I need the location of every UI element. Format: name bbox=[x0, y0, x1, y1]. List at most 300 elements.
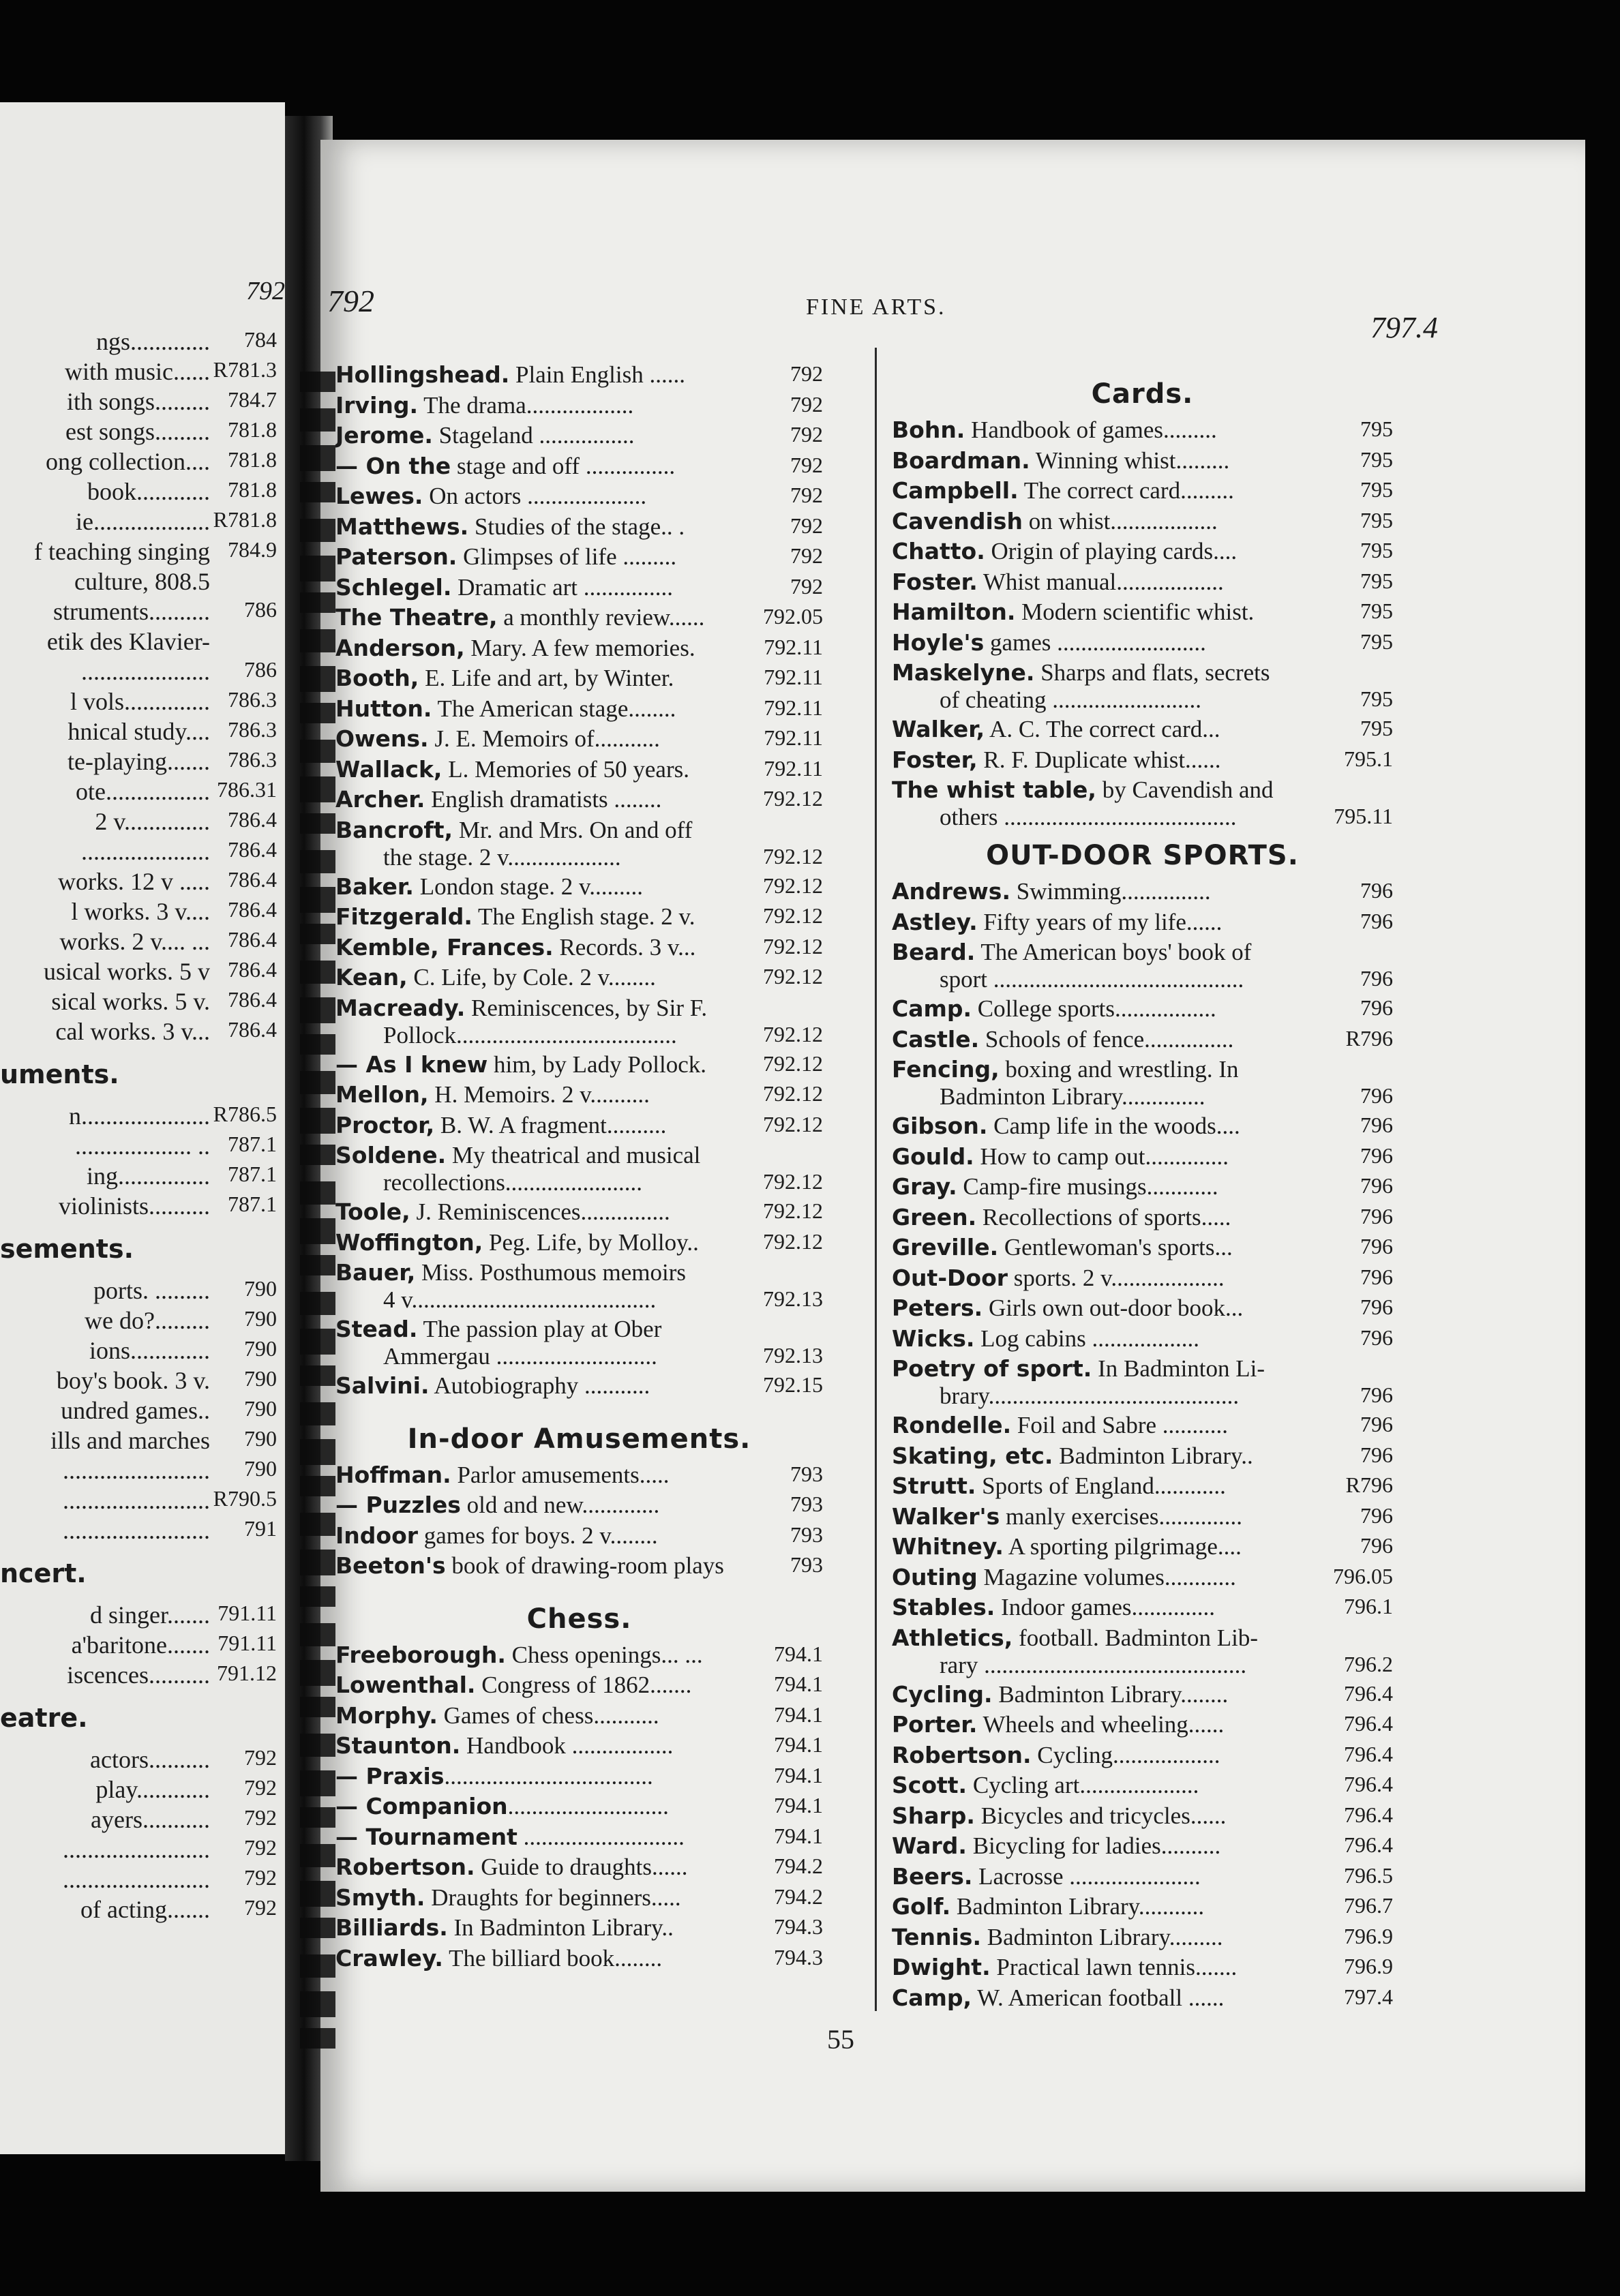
left-page-entry bbox=[0, 1276, 285, 1306]
entry-title: B. W. A fragment.......... bbox=[434, 1111, 667, 1138]
entry-author: Athletics, bbox=[892, 1624, 1013, 1651]
left-page-entry bbox=[0, 507, 285, 537]
left-page-entry bbox=[0, 1366, 285, 1396]
page-number: 55 bbox=[827, 2024, 854, 2055]
catalog-entry bbox=[892, 477, 1393, 508]
catalog-entry bbox=[892, 878, 1393, 909]
catalog-entry bbox=[335, 1142, 823, 1198]
margin-ink-mark bbox=[300, 1402, 335, 1425]
left-page-heading: ncert. bbox=[0, 1558, 87, 1588]
entry-author: Beeton's bbox=[335, 1552, 446, 1579]
section-heading: In-door Amusements. bbox=[407, 1423, 751, 1455]
entry-author: Foster. bbox=[892, 568, 978, 595]
class-number: 792.12 bbox=[763, 964, 823, 988]
entry-title: Draughts for beginners..... bbox=[425, 1884, 681, 1911]
entry-title: Mr. and Mrs. On and off bbox=[453, 816, 693, 843]
catalog-entry bbox=[892, 1802, 1393, 1833]
entry-title: Guide to draughts...... bbox=[475, 1854, 688, 1880]
entry-title: A. C. The correct card... bbox=[985, 716, 1220, 742]
entry-title: Recollections of sports..... bbox=[976, 1203, 1231, 1230]
class-number: 796.9 bbox=[1344, 1954, 1393, 1978]
catalog-entry bbox=[335, 873, 823, 904]
entry-text: ........................ bbox=[63, 1836, 210, 1863]
catalog-entry bbox=[335, 513, 823, 544]
entry-author: Crawley. bbox=[335, 1944, 443, 1972]
entry-text bbox=[335, 695, 748, 723]
left-page-entry bbox=[0, 1102, 285, 1132]
class-number: 795 bbox=[1360, 507, 1393, 532]
entry-text: sical works. 5 v. bbox=[51, 988, 210, 1015]
entry-title: Bicycling for ladies.......... bbox=[966, 1832, 1221, 1859]
class-number: 786.4 bbox=[228, 867, 277, 892]
entry-continuation: 4 v......................................... bbox=[383, 1286, 657, 1313]
catalog-entry bbox=[892, 1325, 1393, 1356]
entry-title: Magazine volumes............ bbox=[977, 1563, 1236, 1590]
entry-text bbox=[892, 909, 1318, 936]
entry-text: ie................... bbox=[76, 508, 210, 535]
class-number: 786.4 bbox=[228, 837, 277, 862]
left-page-entry bbox=[0, 1486, 285, 1516]
entry-title: book of drawing-room plays bbox=[445, 1552, 724, 1579]
entry-author: Morphy. bbox=[335, 1702, 438, 1729]
class-number: 796 bbox=[1360, 1325, 1393, 1350]
entry-title: A sporting pilgrimage.... bbox=[1003, 1533, 1242, 1560]
catalog-entry bbox=[892, 569, 1393, 599]
catalog-entry bbox=[335, 1229, 823, 1260]
class-number: 795 bbox=[1360, 599, 1393, 623]
class-number: 794.1 bbox=[774, 1823, 823, 1848]
entry-author: Sharp. bbox=[892, 1802, 975, 1829]
entry-text: book............ bbox=[87, 478, 210, 505]
running-page-number: 792 bbox=[327, 284, 374, 318]
catalog-entry bbox=[892, 1984, 1393, 2015]
margin-ink-mark bbox=[300, 1365, 335, 1386]
catalog-entry bbox=[335, 1051, 823, 1082]
class-number: 792.11 bbox=[764, 695, 823, 720]
left-page-entry bbox=[0, 777, 285, 807]
entry-text bbox=[892, 1295, 1318, 1322]
entry-text: of acting....... bbox=[80, 1896, 210, 1923]
class-number: 796.4 bbox=[1344, 1772, 1393, 1796]
entry-author: — As I knew bbox=[335, 1051, 488, 1078]
class-number: R796 bbox=[1345, 1472, 1393, 1497]
catalog-entry bbox=[335, 1642, 823, 1672]
catalog-entry bbox=[335, 1492, 823, 1522]
catalog-entry bbox=[335, 574, 823, 605]
entry-text: works. 2 v.... ... bbox=[59, 928, 210, 955]
entry-title: W. American football ...... bbox=[972, 1984, 1225, 2011]
class-number: 791 bbox=[244, 1516, 277, 1541]
entry-author: Strutt. bbox=[892, 1472, 976, 1499]
catalog-entry bbox=[892, 939, 1393, 995]
class-number: 786.4 bbox=[228, 987, 277, 1012]
left-page-entry bbox=[0, 717, 285, 747]
entry-title: Glimpses of life ......... bbox=[457, 543, 677, 570]
margin-ink-mark bbox=[300, 1292, 335, 1315]
entry-author: Campbell. bbox=[892, 477, 1019, 504]
entry-text: cal works. 3 v... bbox=[55, 1018, 210, 1045]
class-number: 796 bbox=[1360, 1442, 1393, 1467]
section-heading: Cards. bbox=[1091, 378, 1194, 410]
entry-title: Miss. Posthumous memoirs bbox=[415, 1259, 686, 1286]
entry-author: Booth, bbox=[335, 665, 419, 691]
entry-author: Ward. bbox=[892, 1832, 967, 1859]
entry-title: Cycling art.................... bbox=[967, 1772, 1199, 1798]
entry-text: a'baritone....... bbox=[71, 1631, 210, 1659]
entry-author: Woffington, bbox=[335, 1228, 483, 1256]
entry-text: f teaching singing bbox=[34, 538, 210, 565]
margin-ink-mark bbox=[300, 1439, 335, 1465]
catalog-entry bbox=[892, 1472, 1393, 1503]
catalog-entry bbox=[335, 1824, 823, 1854]
entry-title: Camp-fire musings............ bbox=[957, 1173, 1218, 1200]
left-page-entry bbox=[0, 1162, 285, 1192]
margin-ink-mark bbox=[300, 1697, 335, 1717]
entry-text bbox=[892, 1984, 1318, 2012]
entry-text bbox=[892, 659, 1393, 686]
entry-title: football. Badminton Lib- bbox=[1012, 1624, 1259, 1651]
class-number: 796.5 bbox=[1344, 1862, 1393, 1888]
entry-continuation: recollections....................... bbox=[383, 1169, 643, 1196]
class-number: 792.12 bbox=[763, 1111, 823, 1136]
catalog-entry bbox=[892, 1893, 1393, 1924]
class-number: 790 bbox=[244, 1306, 277, 1331]
catalog-entry bbox=[892, 1924, 1393, 1954]
class-number: 796 bbox=[1360, 1203, 1393, 1228]
entry-title: Indoor games.............. bbox=[995, 1594, 1216, 1620]
class-number: 792 bbox=[790, 422, 823, 447]
entry-title: The English stage. 2 v. bbox=[472, 903, 695, 930]
entry-author: Outing bbox=[892, 1563, 978, 1590]
class-number: 793 bbox=[790, 1492, 823, 1516]
entry-author: Schlegel. bbox=[335, 573, 452, 601]
entry-text bbox=[335, 1945, 748, 1972]
class-number: 796.4 bbox=[1344, 1711, 1393, 1736]
class-number: 792 bbox=[244, 1835, 277, 1860]
entry-author: Golf. bbox=[892, 1893, 951, 1920]
entry-title: J. E. Memoirs of........... bbox=[428, 725, 660, 752]
class-number: 795.11 bbox=[1334, 804, 1393, 828]
entry-author: Greville. bbox=[892, 1234, 999, 1260]
entry-author: Hamilton. bbox=[892, 599, 1016, 625]
entry-text bbox=[892, 477, 1318, 504]
entry-author: Camp, bbox=[892, 1984, 972, 2011]
entry-title: The American stage........ bbox=[432, 695, 676, 722]
left-page-entry bbox=[0, 1132, 285, 1162]
entry-title: Bicycles and tricycles...... bbox=[974, 1802, 1227, 1829]
entry-text: ........................ bbox=[63, 1457, 210, 1484]
catalog-entry bbox=[335, 1763, 823, 1794]
class-number: 792.12 bbox=[763, 1228, 823, 1254]
catalog-entry bbox=[335, 1552, 823, 1583]
entry-text: ........................ bbox=[63, 1487, 210, 1514]
entry-title: Sharps and flats, secrets bbox=[1034, 659, 1270, 686]
entry-text bbox=[892, 538, 1318, 565]
class-number: 787.1 bbox=[228, 1192, 277, 1216]
class-number: 792.12 bbox=[763, 933, 823, 958]
entry-title: The American boys' book of bbox=[975, 939, 1252, 965]
left-page-entry bbox=[0, 1805, 285, 1835]
entry-title: How to camp out.............. bbox=[974, 1143, 1229, 1170]
class-number: R796 bbox=[1345, 1025, 1393, 1051]
margin-ink-mark bbox=[300, 1108, 335, 1134]
margin-ink-mark bbox=[300, 1918, 335, 1938]
entry-author: Proctor, bbox=[335, 1111, 435, 1138]
entry-author: Kean, bbox=[335, 964, 408, 991]
entry-title: Whist manual.................. bbox=[977, 568, 1224, 595]
class-number: 796.4 bbox=[1344, 1741, 1393, 1766]
class-number: 786.4 bbox=[228, 1017, 277, 1042]
catalog-entry bbox=[892, 1113, 1393, 1143]
catalog-entry bbox=[335, 695, 823, 726]
class-number: 797.4 bbox=[1344, 1984, 1393, 2009]
entry-author: Smyth. bbox=[335, 1884, 425, 1911]
entry-title: Origin of playing cards.... bbox=[985, 538, 1238, 564]
entry-text bbox=[892, 776, 1393, 804]
entry-text bbox=[892, 1954, 1318, 1981]
margin-ink-mark bbox=[300, 556, 335, 581]
entry-text bbox=[335, 1462, 748, 1489]
catalog-entry bbox=[892, 1412, 1393, 1442]
entry-author: Castle. bbox=[892, 1025, 980, 1053]
entry-title: Schools of fence............... bbox=[979, 1025, 1234, 1053]
margin-ink-mark bbox=[300, 1181, 335, 1205]
entry-text: est songs......... bbox=[65, 418, 210, 445]
margin-ink-mark bbox=[300, 813, 335, 834]
entry-author: Maskelyne. bbox=[892, 659, 1035, 686]
entry-text bbox=[335, 483, 748, 510]
catalog-entry bbox=[892, 1204, 1393, 1235]
entry-author: Macready. bbox=[335, 994, 466, 1021]
entry-text bbox=[892, 1325, 1318, 1353]
left-page-entry bbox=[0, 1601, 285, 1631]
entry-title: games for boys. 2 v........ bbox=[418, 1522, 658, 1549]
catalog-entry bbox=[892, 1143, 1393, 1174]
catalog-entry bbox=[335, 392, 823, 423]
entry-text bbox=[335, 361, 748, 389]
entry-continuation: brary.......................................... bbox=[940, 1383, 1240, 1409]
entry-text: we do?......... bbox=[85, 1307, 210, 1334]
entry-title: Gentlewoman's sports... bbox=[998, 1234, 1233, 1260]
class-number: 796 bbox=[1360, 1502, 1393, 1528]
class-number: 796 bbox=[1360, 1083, 1393, 1108]
catalog-entry bbox=[335, 1259, 823, 1316]
entry-title: ................................... bbox=[444, 1762, 653, 1789]
entry-title: R. F. Duplicate whist...... bbox=[977, 746, 1221, 773]
entry-author: Camp. bbox=[892, 995, 972, 1022]
entry-title: In Badminton Li- bbox=[1092, 1355, 1265, 1382]
catalog-entry bbox=[335, 964, 823, 995]
left-page-entry bbox=[0, 447, 285, 477]
entry-title: Badminton Library......... bbox=[981, 1923, 1223, 1950]
catalog-entry bbox=[335, 903, 823, 934]
left-page-entry bbox=[0, 957, 285, 987]
entry-text bbox=[892, 1503, 1318, 1530]
class-number: 792.12 bbox=[763, 843, 823, 868]
entry-text bbox=[335, 817, 823, 844]
margin-ink-mark bbox=[300, 1034, 335, 1055]
left-page bbox=[0, 102, 285, 2154]
catalog-entry bbox=[892, 538, 1393, 569]
class-number: 796 bbox=[1360, 995, 1393, 1020]
entry-author: Robertson. bbox=[335, 1854, 475, 1880]
class-number: 786.4 bbox=[228, 897, 277, 922]
margin-ink-mark bbox=[300, 372, 335, 392]
entry-text bbox=[335, 1112, 748, 1139]
entry-title: Peg. Life, by Molloy.. bbox=[483, 1228, 699, 1256]
catalog-entry bbox=[892, 1026, 1393, 1057]
margin-ink-mark bbox=[300, 703, 335, 723]
class-number: 796.4 bbox=[1344, 1680, 1393, 1706]
entry-author: Skating, etc. bbox=[892, 1442, 1053, 1469]
left-page-number: 792 bbox=[246, 277, 285, 305]
entry-text: undred games.. bbox=[61, 1397, 210, 1424]
catalog-entry bbox=[892, 746, 1393, 777]
entry-title: Stageland ................ bbox=[432, 422, 635, 449]
left-page-heading: eatre. bbox=[0, 1703, 88, 1733]
entry-author: Hoffman. bbox=[335, 1461, 451, 1488]
entry-author: Rondelle. bbox=[892, 1412, 1012, 1438]
entry-text bbox=[892, 1832, 1318, 1860]
entry-text bbox=[892, 1564, 1318, 1591]
entry-text bbox=[335, 665, 748, 692]
entry-title: Autobiography ........... bbox=[429, 1372, 650, 1399]
margin-ink-mark bbox=[300, 1513, 335, 1536]
catalog-entry bbox=[892, 1355, 1393, 1412]
entry-author: Scott. bbox=[892, 1772, 967, 1798]
class-number: 795.1 bbox=[1344, 746, 1393, 771]
class-number: 784.7 bbox=[228, 387, 277, 412]
margin-ink-mark bbox=[300, 1954, 335, 1978]
margin-ink-mark bbox=[300, 924, 335, 944]
margin-ink-mark bbox=[300, 1807, 335, 1828]
class-number: 787.1 bbox=[228, 1132, 277, 1156]
catalog-entry bbox=[335, 1198, 823, 1229]
class-number: 796 bbox=[1360, 908, 1393, 933]
class-number: 792.11 bbox=[764, 634, 823, 659]
catalog-entry bbox=[892, 1056, 1393, 1113]
entry-continuation: of cheating ......................... bbox=[940, 686, 1201, 713]
entry-author: Beers. bbox=[892, 1862, 973, 1890]
catalog-entry bbox=[335, 483, 823, 513]
entry-title: In Badminton Library.. bbox=[447, 1914, 674, 1941]
class-number: 794.1 bbox=[774, 1793, 823, 1817]
catalog-entry bbox=[892, 1295, 1393, 1325]
left-page-entry bbox=[0, 897, 285, 927]
entry-author: Gould. bbox=[892, 1143, 974, 1170]
entry-author: Foster, bbox=[892, 746, 978, 773]
catalog-entry bbox=[892, 1742, 1393, 1772]
entry-continuation: Pollock..................................... bbox=[383, 1021, 677, 1048]
left-page-heading: sements. bbox=[0, 1234, 134, 1264]
catalog-entry bbox=[335, 1672, 823, 1702]
left-page-entry bbox=[0, 687, 285, 717]
catalog-entry bbox=[892, 1503, 1393, 1534]
entry-text: ................... .. bbox=[75, 1132, 210, 1160]
left-page-entry bbox=[0, 867, 285, 897]
entry-author: Green. bbox=[892, 1203, 977, 1230]
catalog-entry bbox=[335, 756, 823, 787]
entry-author: Kemble, Frances. bbox=[335, 933, 554, 961]
class-number: 781.8 bbox=[228, 447, 277, 472]
entry-text bbox=[892, 995, 1318, 1023]
entry-author: — Puzzles bbox=[335, 1492, 461, 1518]
entry-text: ........................ bbox=[63, 1866, 210, 1893]
catalog-entry bbox=[892, 1594, 1393, 1625]
entry-title: Parlor amusements..... bbox=[451, 1461, 670, 1488]
left-page-entry bbox=[0, 357, 285, 387]
class-number: R781.8 bbox=[213, 507, 277, 532]
entry-author: Lewes. bbox=[335, 483, 423, 509]
entry-title: Log cabins .................. bbox=[974, 1325, 1199, 1352]
class-number: 792 bbox=[244, 1775, 277, 1800]
margin-ink-mark bbox=[300, 1660, 335, 1686]
entry-author: Bancroft, bbox=[335, 816, 453, 843]
entry-title: The drama.................. bbox=[418, 391, 634, 419]
entry-author: Walker's bbox=[892, 1502, 1000, 1530]
entry-continuation: rary ............................................ bbox=[940, 1651, 1247, 1678]
entry-text: violinists.......... bbox=[58, 1192, 210, 1220]
entry-text bbox=[892, 1802, 1318, 1830]
class-number: 795 bbox=[1360, 447, 1393, 472]
entry-title: London stage. 2 v......... bbox=[413, 873, 643, 900]
entry-text bbox=[892, 878, 1318, 905]
class-number: 796 bbox=[1360, 1383, 1393, 1407]
class-number: 795 bbox=[1360, 477, 1393, 502]
entry-title: Swimming............... bbox=[1010, 878, 1211, 905]
entry-title: Wheels and wheeling...... bbox=[977, 1711, 1225, 1738]
entry-text bbox=[335, 995, 823, 1022]
catalog-entry bbox=[335, 635, 823, 665]
catalog-entry bbox=[892, 716, 1393, 746]
entry-author: — Praxis bbox=[335, 1762, 445, 1789]
entry-author: Peters. bbox=[892, 1295, 983, 1321]
class-number: 796 bbox=[1360, 1412, 1393, 1436]
class-number: 795 bbox=[1360, 568, 1393, 593]
entry-text bbox=[335, 1142, 823, 1169]
entry-text: ........................ bbox=[63, 1517, 210, 1544]
class-number: 792.12 bbox=[763, 903, 823, 928]
class-number: 796 bbox=[1360, 1295, 1393, 1319]
entry-title: On actors .................... bbox=[423, 483, 647, 509]
entry-text bbox=[335, 1793, 748, 1820]
entry-title: ........................... bbox=[517, 1823, 685, 1850]
class-number: 790 bbox=[244, 1336, 277, 1361]
entry-text bbox=[892, 1742, 1318, 1769]
entry-author: Dwight. bbox=[892, 1954, 991, 1980]
catalog-entry bbox=[892, 599, 1393, 629]
entry-text bbox=[892, 1625, 1393, 1652]
entry-title: Badminton Library........ bbox=[992, 1680, 1229, 1708]
class-number: 790 bbox=[244, 1426, 277, 1451]
class-number: 786.4 bbox=[228, 927, 277, 952]
entry-title: stage and off ............... bbox=[451, 452, 676, 479]
class-number: 794.2 bbox=[774, 1854, 823, 1878]
class-number: 781.8 bbox=[228, 417, 277, 442]
entry-text: works. 12 v ..... bbox=[58, 868, 210, 895]
entry-title: The billiard book........ bbox=[442, 1944, 663, 1972]
entry-title: Fifty years of my life...... bbox=[977, 908, 1222, 935]
class-number: 794.1 bbox=[774, 1641, 823, 1666]
catalog-entry bbox=[892, 1772, 1393, 1802]
left-page-entry bbox=[0, 1192, 285, 1222]
entry-text: ngs............. bbox=[95, 328, 210, 355]
entry-text bbox=[892, 629, 1318, 656]
class-number: 786.3 bbox=[228, 717, 277, 742]
entry-text: struments.......... bbox=[53, 598, 210, 625]
class-number: 794.2 bbox=[774, 1884, 823, 1909]
class-number: 792 bbox=[790, 452, 823, 477]
